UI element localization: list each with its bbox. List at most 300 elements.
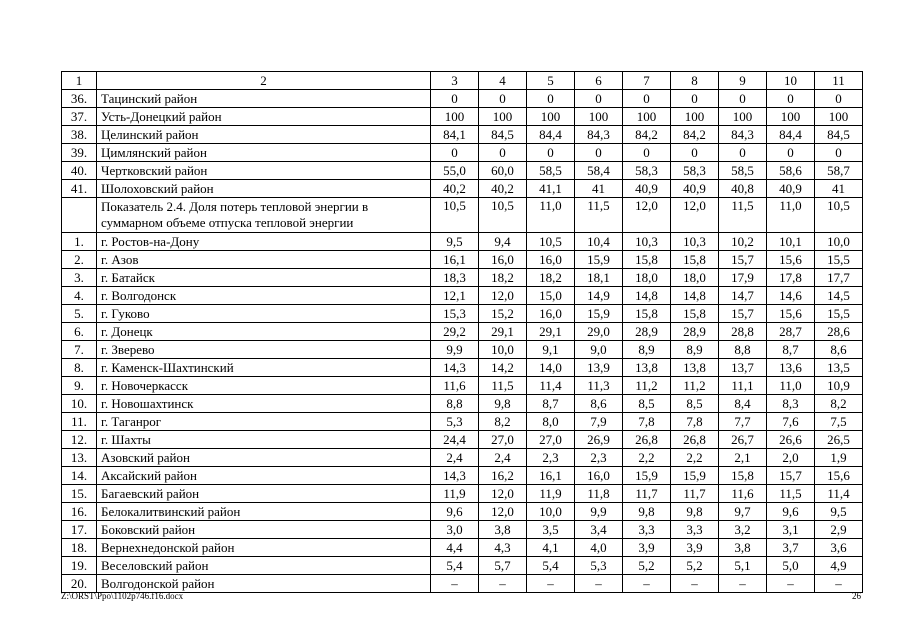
value-cell: 41,1 (527, 180, 575, 198)
value-cell: 7,9 (575, 413, 623, 431)
value-cell: 18,2 (479, 269, 527, 287)
table-row (62, 90, 863, 108)
table-row (62, 467, 863, 485)
value-cell: 40,9 (671, 180, 719, 198)
value-cell: 11,5 (479, 377, 527, 395)
value-cell: 14,3 (431, 467, 479, 485)
column-header: 4 (479, 72, 527, 90)
value-cell: 15,9 (575, 305, 623, 323)
value-cell: 7,8 (623, 413, 671, 431)
value-cell: 4,0 (575, 539, 623, 557)
column-header: 8 (671, 72, 719, 90)
value-cell: 15,3 (431, 305, 479, 323)
value-cell: 2,4 (431, 449, 479, 467)
row-number: 1. (62, 233, 97, 251)
value-cell: 4,3 (479, 539, 527, 557)
value-cell: 16,0 (527, 305, 575, 323)
value-cell: 14,8 (623, 287, 671, 305)
value-cell: 10,5 (815, 198, 863, 233)
value-cell: 10,0 (815, 233, 863, 251)
value-cell: 16,2 (479, 467, 527, 485)
value-cell: 0 (575, 144, 623, 162)
value-cell: 7,7 (719, 413, 767, 431)
row-number: 11. (62, 413, 97, 431)
value-cell: 2,3 (575, 449, 623, 467)
value-cell: 18,3 (431, 269, 479, 287)
value-cell: 4,4 (431, 539, 479, 557)
value-cell: 9,0 (575, 341, 623, 359)
row-name: Вернехнедонской район (97, 539, 431, 557)
value-cell: 8,3 (767, 395, 815, 413)
row-number: 4. (62, 287, 97, 305)
row-number: 13. (62, 449, 97, 467)
value-cell: 12,0 (671, 198, 719, 233)
value-cell: 14,9 (575, 287, 623, 305)
value-cell: 10,5 (527, 233, 575, 251)
value-cell: – (527, 575, 575, 593)
value-cell: 9,8 (623, 503, 671, 521)
value-cell: 84,2 (623, 126, 671, 144)
value-cell: 12,0 (479, 485, 527, 503)
row-number: 17. (62, 521, 97, 539)
value-cell: 40,2 (479, 180, 527, 198)
value-cell: 11,2 (623, 377, 671, 395)
row-name: Усть-Донецкий район (97, 108, 431, 126)
table-row (62, 251, 863, 269)
value-cell: 11,7 (623, 485, 671, 503)
value-cell: 27,0 (479, 431, 527, 449)
footer-file-path: Z:\ORST\Ppo\1102p746.f16.docx (61, 591, 184, 601)
value-cell: 13,8 (671, 359, 719, 377)
value-cell: 11,5 (719, 198, 767, 233)
value-cell: 11,7 (671, 485, 719, 503)
value-cell: 7,8 (671, 413, 719, 431)
table-row (62, 180, 863, 198)
row-number: 5. (62, 305, 97, 323)
value-cell: 26,8 (623, 431, 671, 449)
value-cell: 3,9 (623, 539, 671, 557)
value-cell: 100 (479, 108, 527, 126)
value-cell: 15,9 (671, 467, 719, 485)
value-cell: 41 (575, 180, 623, 198)
value-cell: 0 (767, 90, 815, 108)
value-cell: 9,8 (479, 395, 527, 413)
value-cell: 2,4 (479, 449, 527, 467)
row-name: г. Каменск-Шахтинский (97, 359, 431, 377)
value-cell: – (719, 575, 767, 593)
value-cell: 58,6 (767, 162, 815, 180)
value-cell: 3,1 (767, 521, 815, 539)
value-cell: 0 (431, 90, 479, 108)
row-number: 37. (62, 108, 97, 126)
header-row (62, 72, 863, 90)
value-cell: – (575, 575, 623, 593)
value-cell: 8,2 (479, 413, 527, 431)
value-cell: 10,3 (671, 233, 719, 251)
value-cell: 40,8 (719, 180, 767, 198)
row-number: 12. (62, 431, 97, 449)
value-cell: 2,1 (719, 449, 767, 467)
value-cell: 3,4 (575, 521, 623, 539)
table-row (62, 162, 863, 180)
value-cell: 8,4 (719, 395, 767, 413)
value-cell: 11,0 (767, 377, 815, 395)
column-header: 6 (575, 72, 623, 90)
value-cell: 41 (815, 180, 863, 198)
row-name: г. Новочеркасск (97, 377, 431, 395)
value-cell: 11,4 (527, 377, 575, 395)
value-cell: 9,8 (671, 503, 719, 521)
value-cell: – (623, 575, 671, 593)
value-cell: 40,9 (767, 180, 815, 198)
value-cell: 17,9 (719, 269, 767, 287)
value-cell: 16,0 (527, 251, 575, 269)
value-cell: 10,4 (575, 233, 623, 251)
value-cell: 14,5 (815, 287, 863, 305)
value-cell: 0 (479, 90, 527, 108)
row-name: Веселовский район (97, 557, 431, 575)
value-cell: 58,3 (623, 162, 671, 180)
value-cell: 11,6 (431, 377, 479, 395)
value-cell: 84,3 (719, 126, 767, 144)
value-cell: 11,0 (527, 198, 575, 233)
value-cell: 12,1 (431, 287, 479, 305)
table-row (62, 521, 863, 539)
value-cell: 40,2 (431, 180, 479, 198)
value-cell: 15,0 (527, 287, 575, 305)
table-row (62, 359, 863, 377)
value-cell: 3,2 (719, 521, 767, 539)
row-number: 6. (62, 323, 97, 341)
value-cell: 0 (815, 90, 863, 108)
row-number: 38. (62, 126, 97, 144)
table-row (62, 126, 863, 144)
table-row (62, 341, 863, 359)
value-cell: 18,2 (527, 269, 575, 287)
value-cell: 5,3 (431, 413, 479, 431)
value-cell: 10,5 (431, 198, 479, 233)
value-cell: 18,1 (575, 269, 623, 287)
row-number: 9. (62, 377, 97, 395)
value-cell: 9,7 (719, 503, 767, 521)
table-row (62, 575, 863, 593)
value-cell: 5,1 (719, 557, 767, 575)
value-cell: 2,2 (623, 449, 671, 467)
value-cell: 11,8 (575, 485, 623, 503)
value-cell: 100 (671, 108, 719, 126)
value-cell: 8,7 (767, 341, 815, 359)
value-cell: 8,6 (815, 341, 863, 359)
value-cell: 16,0 (479, 251, 527, 269)
value-cell: 18,0 (671, 269, 719, 287)
value-cell: 8,7 (527, 395, 575, 413)
value-cell: 2,0 (767, 449, 815, 467)
value-cell: 15,6 (767, 305, 815, 323)
table-row (62, 108, 863, 126)
column-header: 2 (97, 72, 431, 90)
row-number: 16. (62, 503, 97, 521)
value-cell: 14,2 (479, 359, 527, 377)
value-cell: 11,2 (671, 377, 719, 395)
value-cell: 7,5 (815, 413, 863, 431)
value-cell: 3,3 (623, 521, 671, 539)
row-number: 10. (62, 395, 97, 413)
table-row (62, 485, 863, 503)
value-cell: 10,1 (767, 233, 815, 251)
value-cell: 29,0 (575, 323, 623, 341)
value-cell: 28,6 (815, 323, 863, 341)
value-cell: 15,7 (719, 305, 767, 323)
value-cell: 12,0 (479, 503, 527, 521)
table-row (62, 269, 863, 287)
row-number: 40. (62, 162, 97, 180)
value-cell: 84,4 (767, 126, 815, 144)
value-cell: 11,0 (767, 198, 815, 233)
value-cell: 100 (431, 108, 479, 126)
column-header: 3 (431, 72, 479, 90)
column-header: 11 (815, 72, 863, 90)
row-name: Боковский район (97, 521, 431, 539)
indicator-row (62, 198, 863, 233)
value-cell: 0 (767, 144, 815, 162)
value-cell: 17,8 (767, 269, 815, 287)
value-cell: 15,2 (479, 305, 527, 323)
value-cell: 58,5 (527, 162, 575, 180)
value-cell: 13,7 (719, 359, 767, 377)
value-cell: 15,7 (767, 467, 815, 485)
row-number: 20. (62, 575, 97, 593)
value-cell: 10,2 (719, 233, 767, 251)
value-cell: 11,5 (767, 485, 815, 503)
value-cell: 55,0 (431, 162, 479, 180)
value-cell: 84,2 (671, 126, 719, 144)
value-cell: 16,0 (575, 467, 623, 485)
value-cell: 8,8 (431, 395, 479, 413)
value-cell: 15,8 (623, 251, 671, 269)
value-cell: 14,0 (527, 359, 575, 377)
value-cell: 11,9 (431, 485, 479, 503)
value-cell: 8,5 (623, 395, 671, 413)
value-cell: 15,6 (767, 251, 815, 269)
value-cell: 0 (623, 144, 671, 162)
value-cell: 3,7 (767, 539, 815, 557)
table-row (62, 233, 863, 251)
table-row (62, 305, 863, 323)
value-cell: 0 (671, 144, 719, 162)
row-name: Чертковский район (97, 162, 431, 180)
value-cell: 40,9 (623, 180, 671, 198)
value-cell: 8,5 (671, 395, 719, 413)
value-cell: 16,1 (527, 467, 575, 485)
column-header: 5 (527, 72, 575, 90)
value-cell: 15,8 (671, 305, 719, 323)
value-cell: 84,3 (575, 126, 623, 144)
row-number: 41. (62, 180, 97, 198)
table-row (62, 144, 863, 162)
row-name: г. Зверево (97, 341, 431, 359)
value-cell: 4,9 (815, 557, 863, 575)
value-cell: 0 (671, 90, 719, 108)
value-cell: 17,7 (815, 269, 863, 287)
column-header: 1 (62, 72, 97, 90)
row-number (62, 198, 97, 233)
row-number: 39. (62, 144, 97, 162)
row-name: Показатель 2.4. Доля потерь тепловой энергии в суммарном объеме отпуска тепловой энергии (97, 198, 431, 233)
value-cell: 27,0 (527, 431, 575, 449)
value-cell: 16,1 (431, 251, 479, 269)
row-name: Цимлянский район (97, 144, 431, 162)
value-cell: 9,1 (527, 341, 575, 359)
table-row (62, 557, 863, 575)
value-cell: 58,3 (671, 162, 719, 180)
value-cell: 28,9 (671, 323, 719, 341)
value-cell: 5,2 (623, 557, 671, 575)
row-name: г. Таганрог (97, 413, 431, 431)
value-cell: 100 (623, 108, 671, 126)
value-cell: 14,8 (671, 287, 719, 305)
table-row (62, 539, 863, 557)
row-name: г. Гуково (97, 305, 431, 323)
value-cell: 9,9 (575, 503, 623, 521)
table-row (62, 413, 863, 431)
value-cell: 8,0 (527, 413, 575, 431)
value-cell: 11,6 (719, 485, 767, 503)
value-cell: 15,8 (719, 467, 767, 485)
value-cell: 1,9 (815, 449, 863, 467)
row-name: г. Азов (97, 251, 431, 269)
column-header: 10 (767, 72, 815, 90)
value-cell: 5,4 (431, 557, 479, 575)
value-cell: 26,5 (815, 431, 863, 449)
value-cell: 84,4 (527, 126, 575, 144)
value-cell: 58,5 (719, 162, 767, 180)
value-cell: 100 (575, 108, 623, 126)
value-cell: 9,6 (767, 503, 815, 521)
value-cell: 15,9 (623, 467, 671, 485)
value-cell: 11,1 (719, 377, 767, 395)
value-cell: 0 (719, 90, 767, 108)
value-cell: 58,4 (575, 162, 623, 180)
value-cell: 12,0 (479, 287, 527, 305)
table-row (62, 395, 863, 413)
value-cell: 14,7 (719, 287, 767, 305)
row-number: 7. (62, 341, 97, 359)
value-cell: 9,6 (431, 503, 479, 521)
row-number: 19. (62, 557, 97, 575)
value-cell: – (479, 575, 527, 593)
value-cell: 2,3 (527, 449, 575, 467)
value-cell: 100 (767, 108, 815, 126)
value-cell: 3,5 (527, 521, 575, 539)
value-cell: 14,6 (767, 287, 815, 305)
value-cell: 15,8 (623, 305, 671, 323)
value-cell: 26,7 (719, 431, 767, 449)
value-cell: 8,9 (623, 341, 671, 359)
value-cell: 5,0 (767, 557, 815, 575)
row-name: Белокалитвинский район (97, 503, 431, 521)
value-cell: – (815, 575, 863, 593)
table-row (62, 323, 863, 341)
value-cell: 60,0 (479, 162, 527, 180)
row-name: г. Волгодонск (97, 287, 431, 305)
row-name: г. Новошахтинск (97, 395, 431, 413)
value-cell: 10,3 (623, 233, 671, 251)
value-cell: 84,1 (431, 126, 479, 144)
value-cell: 0 (527, 90, 575, 108)
row-name: г. Ростов-на-Дону (97, 233, 431, 251)
row-name: Шолоховский район (97, 180, 431, 198)
value-cell: 100 (719, 108, 767, 126)
value-cell: 11,4 (815, 485, 863, 503)
value-cell: 28,8 (719, 323, 767, 341)
value-cell: 3,8 (479, 521, 527, 539)
value-cell: 3,6 (815, 539, 863, 557)
row-name: Азовский район (97, 449, 431, 467)
value-cell: 14,3 (431, 359, 479, 377)
row-number: 36. (62, 90, 97, 108)
value-cell: 3,9 (671, 539, 719, 557)
page-number: 26 (852, 591, 861, 601)
row-number: 8. (62, 359, 97, 377)
row-name: Багаевский район (97, 485, 431, 503)
value-cell: 28,7 (767, 323, 815, 341)
value-cell: 4,1 (527, 539, 575, 557)
value-cell: 3,0 (431, 521, 479, 539)
value-cell: 29,1 (479, 323, 527, 341)
value-cell: 8,8 (719, 341, 767, 359)
value-cell: 15,9 (575, 251, 623, 269)
table-body (62, 72, 863, 593)
value-cell: 15,8 (671, 251, 719, 269)
value-cell: 9,5 (431, 233, 479, 251)
value-cell: 11,3 (575, 377, 623, 395)
value-cell: 100 (527, 108, 575, 126)
row-name: Волгодонской район (97, 575, 431, 593)
value-cell: 15,5 (815, 305, 863, 323)
data-table (61, 71, 863, 593)
value-cell: 29,2 (431, 323, 479, 341)
value-cell: 13,5 (815, 359, 863, 377)
value-cell: 10,9 (815, 377, 863, 395)
value-cell: 26,6 (767, 431, 815, 449)
value-cell: 10,0 (527, 503, 575, 521)
row-name: Целинский район (97, 126, 431, 144)
value-cell: 3,3 (671, 521, 719, 539)
value-cell: 13,6 (767, 359, 815, 377)
value-cell: 11,9 (527, 485, 575, 503)
value-cell: 26,8 (671, 431, 719, 449)
row-name: Тацинский район (97, 90, 431, 108)
value-cell: 13,9 (575, 359, 623, 377)
value-cell: 15,5 (815, 251, 863, 269)
value-cell: 0 (623, 90, 671, 108)
column-header: 9 (719, 72, 767, 90)
value-cell: 15,6 (815, 467, 863, 485)
value-cell: 84,5 (815, 126, 863, 144)
table-row (62, 287, 863, 305)
row-number: 3. (62, 269, 97, 287)
table-row (62, 431, 863, 449)
value-cell: 8,9 (671, 341, 719, 359)
value-cell: 5,3 (575, 557, 623, 575)
table-row (62, 377, 863, 395)
value-cell: 8,6 (575, 395, 623, 413)
value-cell: 2,9 (815, 521, 863, 539)
value-cell: 18,0 (623, 269, 671, 287)
value-cell: 7,6 (767, 413, 815, 431)
row-number: 15. (62, 485, 97, 503)
value-cell: 12,0 (623, 198, 671, 233)
